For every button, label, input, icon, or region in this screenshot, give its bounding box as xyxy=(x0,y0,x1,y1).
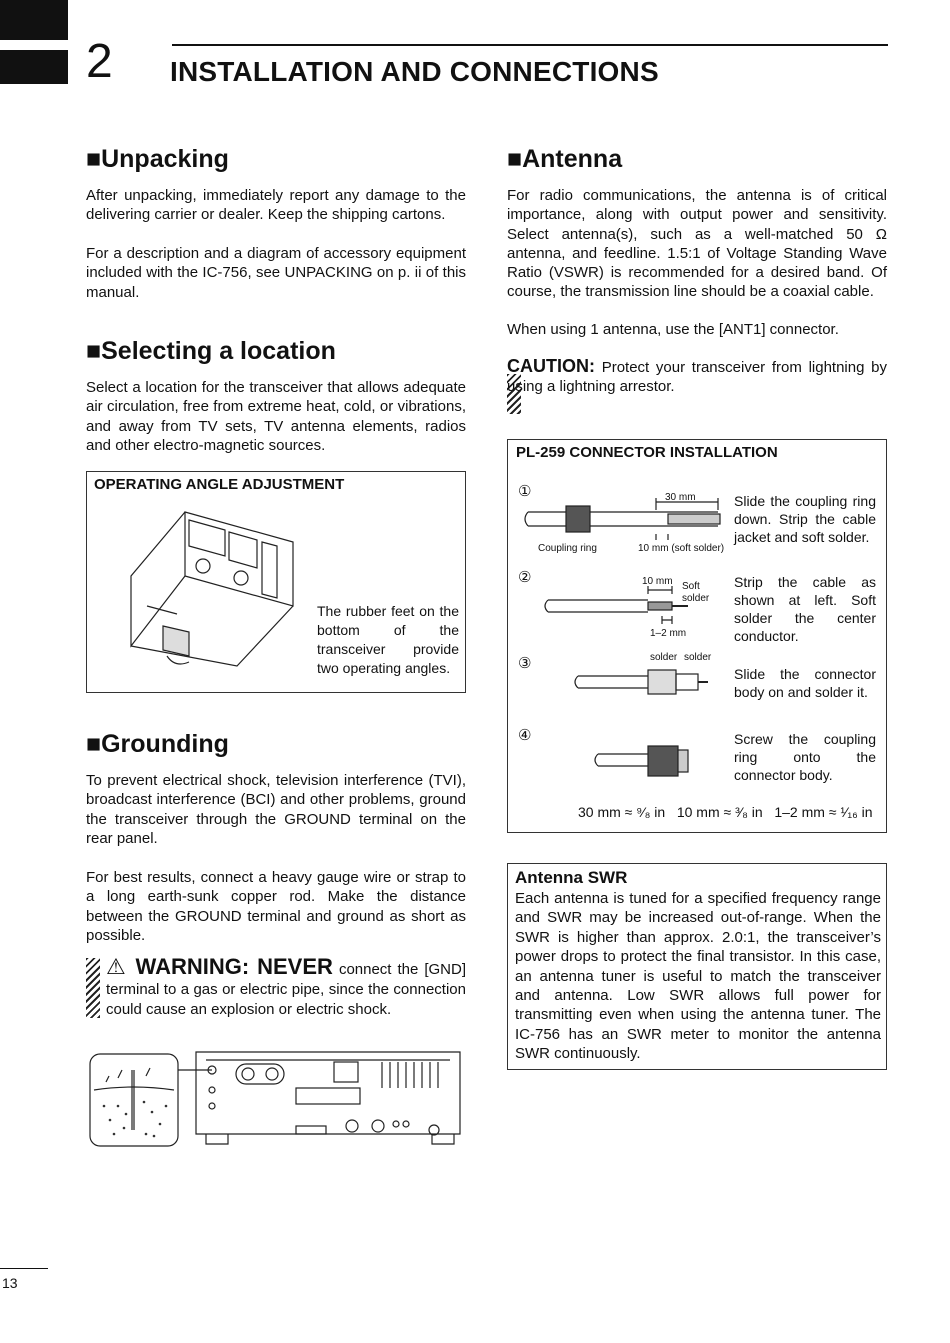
label-solder-b: solder xyxy=(684,652,712,663)
pl259-title: PL-259 CONNECTOR INSTALLATION xyxy=(516,444,778,461)
chapter-tab-marker xyxy=(0,0,68,40)
chapter-rule xyxy=(172,44,888,46)
page-number: 13 xyxy=(2,1275,18,1291)
label-soft: Soft xyxy=(682,581,700,592)
step-3-number: ③ xyxy=(518,655,532,672)
warning-hatch-marker xyxy=(86,958,100,1018)
unpacking-heading-text: Unpacking xyxy=(101,145,229,173)
grounding-paragraph-2: For best results, connect a heavy gauge wire or strap to a long earth-sunk copper rod. Make the distance between the GROUND terminal and ground as short as possible. xyxy=(86,869,466,944)
chapter-tab-marker-lower xyxy=(0,50,68,84)
transceiver-feet-illustration xyxy=(117,506,307,676)
pl259-box xyxy=(507,439,887,833)
antenna-heading: ■Antenna xyxy=(507,145,623,173)
antenna-swr-box xyxy=(507,863,887,1070)
operating-angle-title: OPERATING ANGLE ADJUSTMENT xyxy=(94,476,345,493)
antenna-swr-title: Antenna SWR xyxy=(515,868,628,887)
location-heading-text: Selecting a location xyxy=(101,337,336,365)
step-3-illustration xyxy=(568,662,728,702)
caution-paragraph xyxy=(507,357,887,397)
unpacking-heading: ■Unpacking xyxy=(86,145,229,173)
grounding-paragraph-1: To prevent electrical shock, television interference (TVI), broadcast interference (BCI) and other problems, ground the transceiver through the GROUND terminal on the rear panel. xyxy=(86,772,466,847)
location-heading: ■Selecting a location xyxy=(86,337,336,365)
unpacking-paragraph-2: For a description and a diagram of accessory equipment included with the IC-756, see UNPACKING on p. ii of this manual. xyxy=(86,245,466,301)
label-solder-a: solder xyxy=(650,652,678,663)
caution-label: CAUTION: xyxy=(507,356,595,376)
warning-paragraph xyxy=(106,954,467,1020)
step-1-text: Slide the coupling ring down. Strip the cable jacket and soft solder. xyxy=(734,493,876,545)
location-paragraph: Select a location for the transceiver that allows adequate air circulation, free from extreme heat, cold, or vibrations, and away from TV sets, TV antenna elements, radios and other electro-magnetic sources. xyxy=(86,379,466,454)
label-10mm-soft-solder: 10 mm (soft solder) xyxy=(638,543,725,554)
step-4-illustration xyxy=(588,736,728,782)
label-1-2mm: 1–2 mm xyxy=(650,628,687,639)
chapter-title: INSTALLATION AND CONNECTIONS xyxy=(170,56,659,87)
warning-label-text: WARNING: NEVER xyxy=(135,954,333,979)
label-coupling-ring: Coupling ring xyxy=(538,543,597,554)
step-2-text: Strip the cable as shown at left. Soft solder the center conductor. xyxy=(734,574,876,644)
label-30mm: 30 mm xyxy=(665,492,696,503)
step-1-number: ① xyxy=(518,483,532,500)
warning-text: connect the [GND] terminal to a gas or electric pipe, since the connection could cause an explosion or electric shock. xyxy=(106,961,467,1018)
step-4-text: Screw the coupling ring onto the connector body. xyxy=(734,731,876,783)
unit-conversion: 30 mm ≈ ⁹⁄₈ in 10 mm ≈ ³⁄₈ in 1–2 mm ≈ ¹⁄₁₆ in xyxy=(578,804,873,820)
grounding-heading-text: Grounding xyxy=(101,730,229,758)
antenna-swr-text: Each antenna is tuned for a specified frequency range and SWR may be increased out-of-range. When the SWR is higher than approx. 2.0:1, the transceiver’s power drops to protect the final transistor. In this case, an antenna tuner is useful to match the transceiver and antenna. Low SWR allows full power for transmitting even when using the antenna tuner. The IC-756 has an SWR meter to monitor the antenna SWR continuously. xyxy=(515,890,881,1063)
unpacking-paragraph-1: After unpacking, immediately report any damage to the delivering carrier or dealer. Keep the shipping cartons. xyxy=(86,187,466,224)
label-soft-solder: solder xyxy=(682,593,710,604)
ground-connection-illustration xyxy=(88,1050,466,1150)
operating-angle-box xyxy=(86,471,466,693)
label-10mm: 10 mm xyxy=(642,576,673,587)
operating-angle-text: The rubber feet on the bottom of the transceiver provide two operating angles. xyxy=(317,603,459,676)
antenna-paragraph-1: For radio communications, the antenna is of critical importance, along with output power and sensitivity. Select antenna(s), such as a well-matched 50 Ω antenna, and feedline. 1.5:1 of Voltage Standing Wave Ratio (VSWR) is recommended for a desired band. Of course, the transmission line should be a coaxial cable. xyxy=(507,187,887,301)
grounding-heading: ■Grounding xyxy=(86,730,229,758)
antenna-heading-text: Antenna xyxy=(522,145,623,173)
caution-text: Protect your transceiver from lightning by using a lightning arrestor. xyxy=(507,359,887,396)
warning-label: ⚠ WARNING: NEVER xyxy=(106,954,333,979)
antenna-paragraph-2: When using 1 antenna, use the [ANT1] connector. xyxy=(507,321,839,338)
step-3-text: Slide the connector body on and solder it. xyxy=(734,666,876,700)
chapter-number: 2 xyxy=(86,35,113,88)
step-2-number: ② xyxy=(518,569,532,586)
step-4-number: ④ xyxy=(518,727,532,744)
footer-rule xyxy=(0,1268,48,1269)
